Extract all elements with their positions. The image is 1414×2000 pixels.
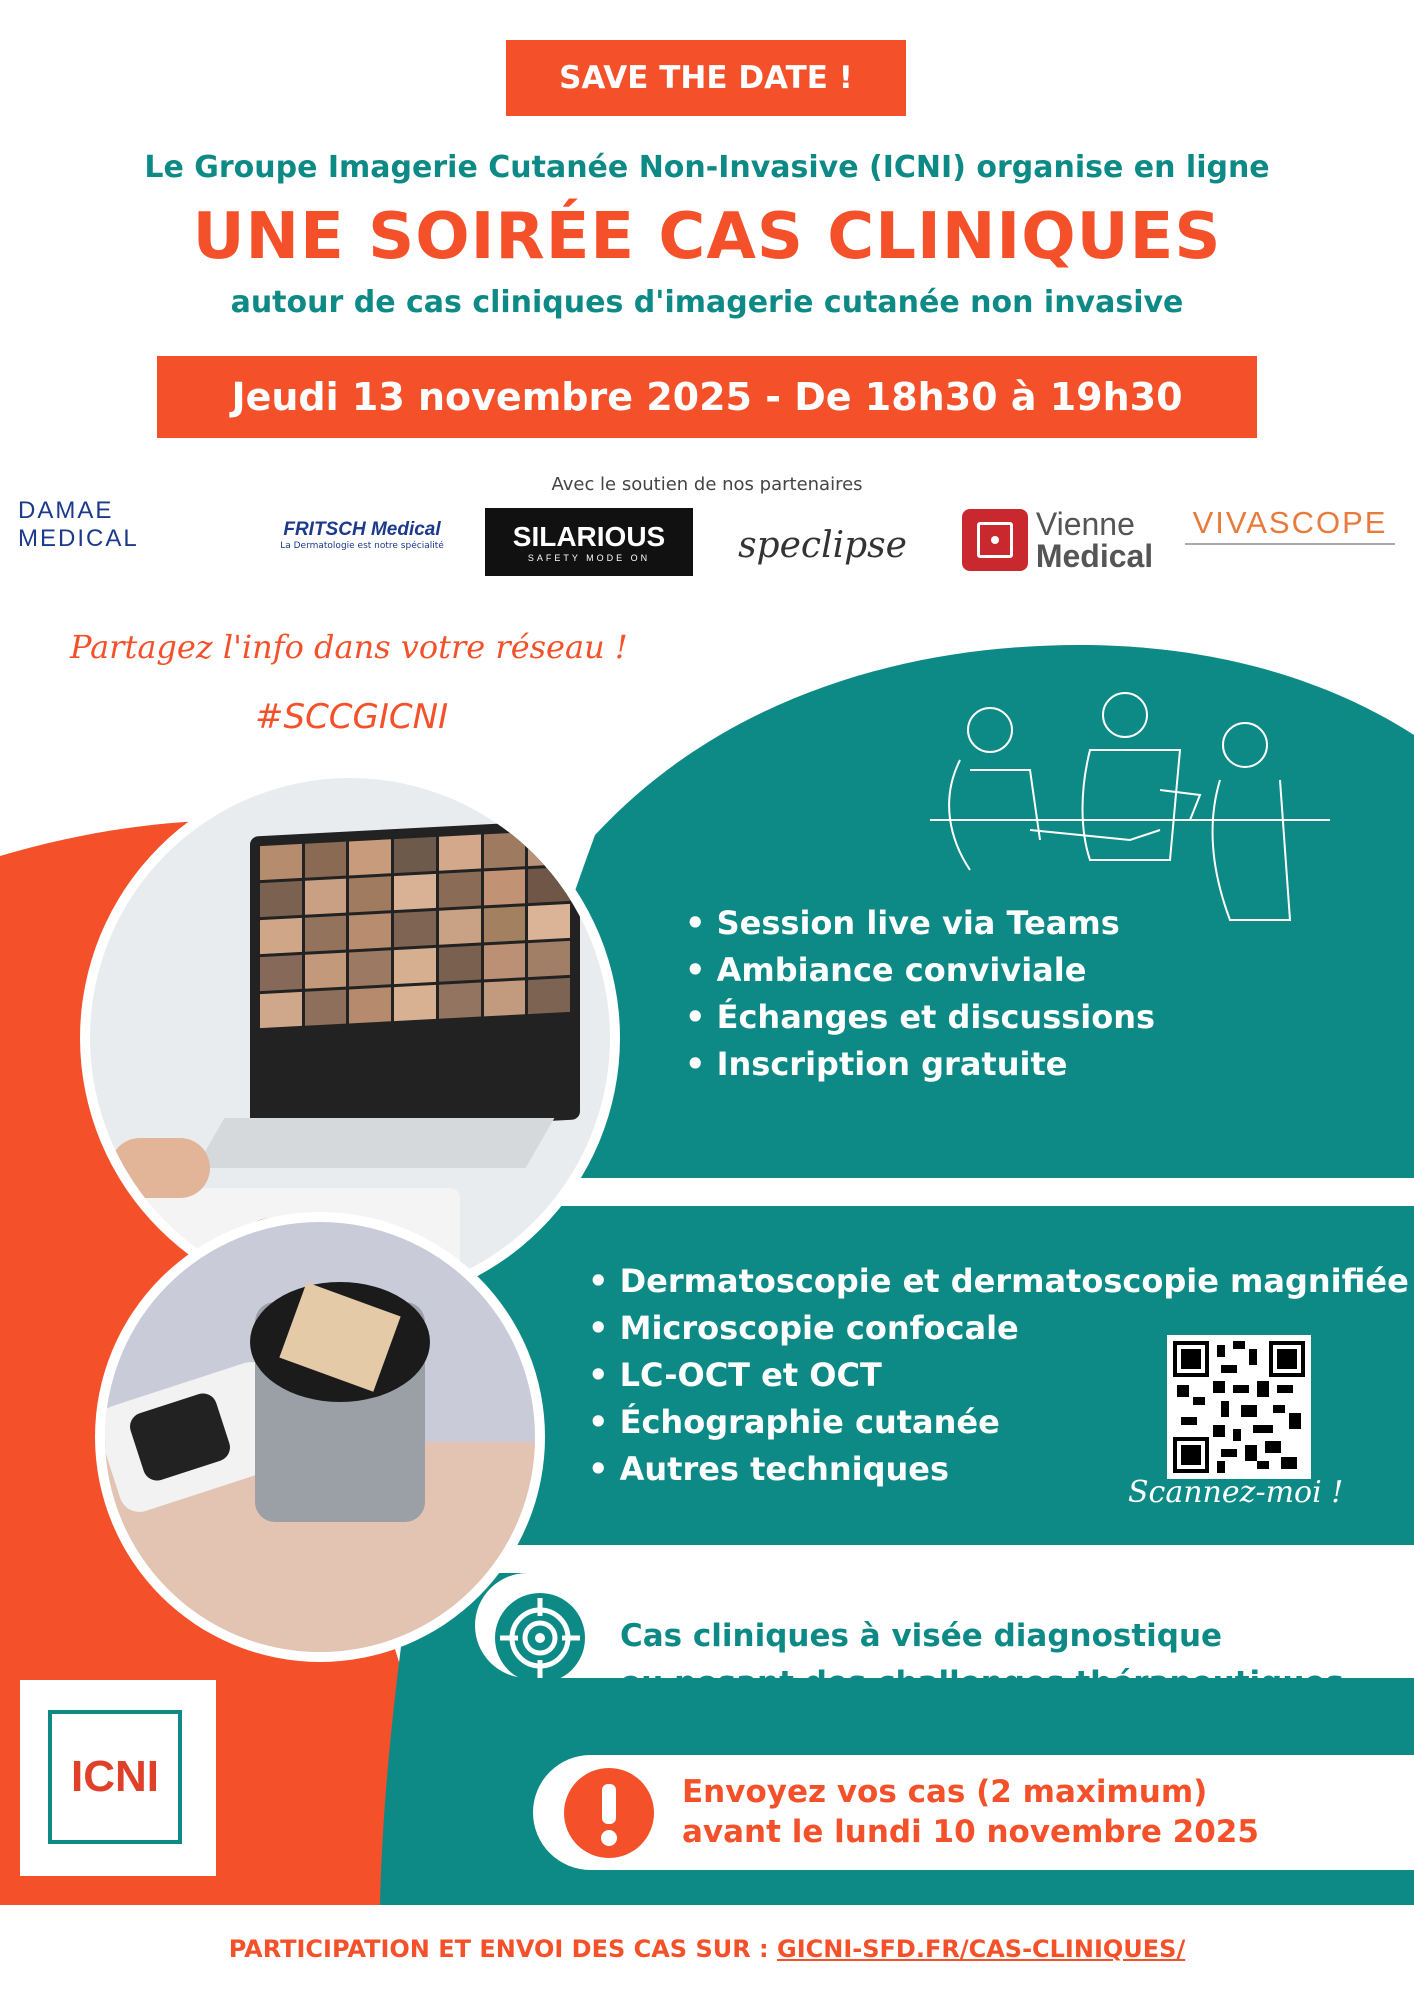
list-item: • Microscopie confocale bbox=[588, 1305, 1409, 1352]
fritsch-medical-logo: FRITSCH Medical La Dermatologie est notre spécialité bbox=[280, 519, 444, 551]
list-item: • LC-OCT et OCT bbox=[588, 1352, 1409, 1399]
submit-line-1: Envoyez vos cas (2 maximum) bbox=[682, 1774, 1208, 1810]
list-item: • Session live via Teams bbox=[685, 900, 1155, 947]
list-item: • Échographie cutanée bbox=[588, 1399, 1409, 1446]
submit-line-2: avant le lundi 10 novembre 2025 bbox=[682, 1814, 1259, 1850]
target-icon bbox=[492, 1590, 588, 1686]
sponsors-label: Avec le soutien de nos partenaires bbox=[551, 474, 863, 495]
damae-medical-logo: DAMAE MEDICAL bbox=[18, 497, 139, 552]
silarious-logo: SILARIOUS SAFETY MODE ON bbox=[485, 508, 693, 576]
vienne-medical-logo: Vienne Medical bbox=[950, 505, 1165, 575]
list-item: • Dermatoscopie et dermatoscopie magnifiée bbox=[588, 1258, 1409, 1305]
save-the-date-banner: SAVE THE DATE ! bbox=[506, 40, 906, 116]
cases-line-1: Cas cliniques à visée diagnostique bbox=[620, 1618, 1223, 1654]
submit-text bbox=[682, 1772, 1259, 1852]
hashtag: #SCCGICNI bbox=[255, 697, 449, 737]
qr-code[interactable] bbox=[1167, 1335, 1311, 1479]
cases-text bbox=[620, 1613, 1344, 1707]
list-item: • Inscription gratuite bbox=[685, 1041, 1155, 1088]
vivascope-logo: VIVASCOPE bbox=[1185, 505, 1395, 545]
qr-caption: Scannez-moi ! bbox=[1128, 1475, 1344, 1510]
share-text: Partagez l'info dans votre réseau ! bbox=[70, 628, 628, 666]
list-item: • Autres techniques bbox=[588, 1446, 1409, 1493]
event-date-banner: Jeudi 13 novembre 2025 - De 18h30 à 19h30 bbox=[157, 356, 1257, 438]
speclipse-logo: speclipse bbox=[738, 524, 907, 566]
registration-link[interactable]: GICNI-SFD.FR/CAS-CLINIQUES/ bbox=[777, 1935, 1186, 1963]
warning-icon bbox=[562, 1766, 656, 1860]
list-item: • Échanges et discussions bbox=[685, 994, 1155, 1041]
icni-logo: ICNI bbox=[20, 1680, 216, 1876]
footer-label: PARTICIPATION ET ENVOI DES CAS SUR : bbox=[228, 1935, 778, 1963]
intro-text: Le Groupe Imagerie Cutanée Non-Invasive (ICNI) organise en ligne bbox=[144, 150, 1270, 185]
features-list bbox=[685, 900, 1155, 1088]
cases-line-2: ou posant des challenges thérapeutiques bbox=[620, 1665, 1344, 1701]
dermatoscope-photo bbox=[95, 1212, 545, 1662]
list-item: • Ambiance conviviale bbox=[685, 947, 1155, 994]
qr-code-pattern bbox=[1173, 1341, 1305, 1473]
footer bbox=[0, 1935, 1414, 1963]
subtitle: autour de cas cliniques d'imagerie cutanée non invasive bbox=[230, 285, 1184, 320]
page-title: UNE SOIRÉE CAS CLINIQUES bbox=[192, 200, 1222, 274]
